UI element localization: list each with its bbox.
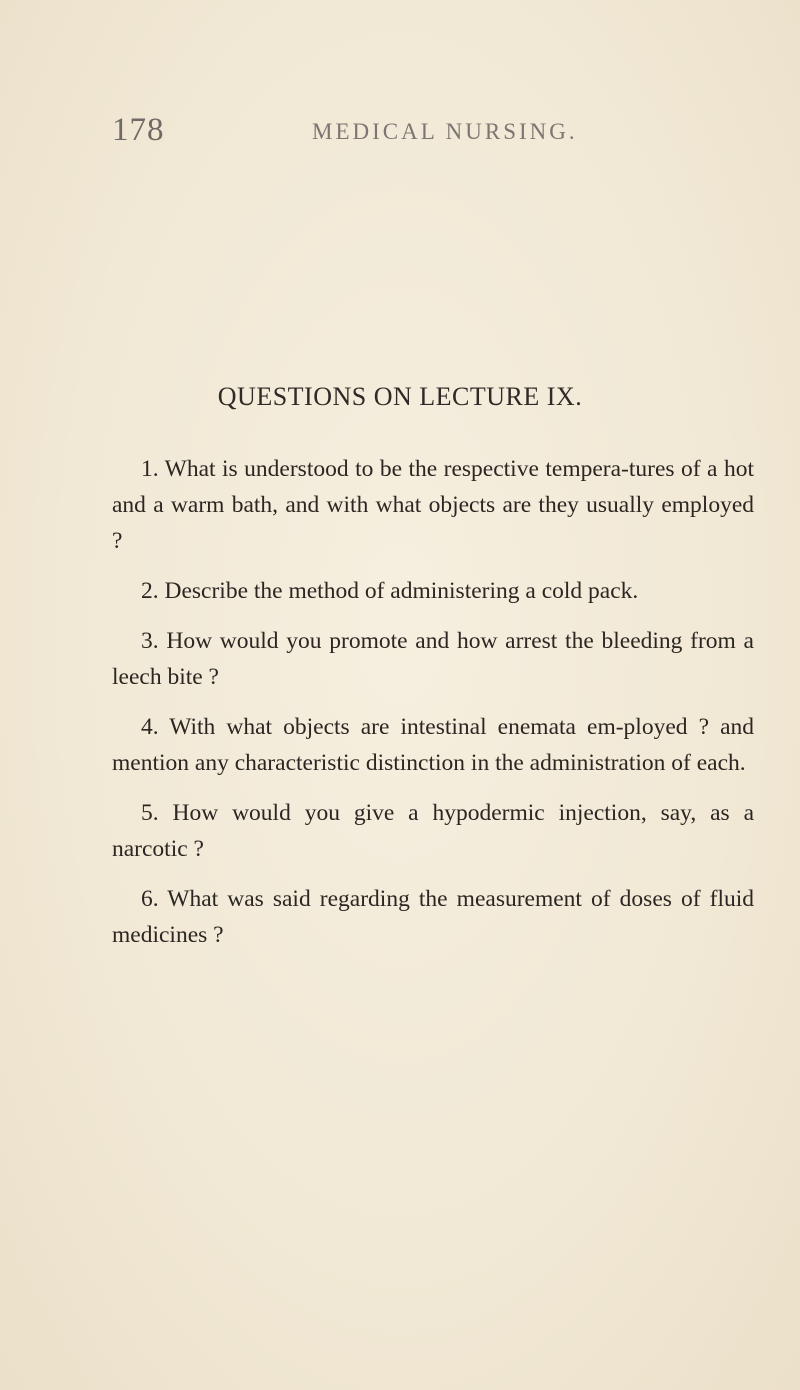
question-4: 4. With what objects are intestinal enemata em-ployed ? and mention any characteristic distinction in the administration of each. <box>112 714 754 776</box>
question-list <box>112 451 754 967</box>
question-6: 6. What was said regarding the measurement of doses of fluid medicines ? <box>112 886 754 948</box>
section-title: QUESTIONS ON LECTURE IX. <box>217 382 583 411</box>
running-title: MEDICAL NURSING. <box>312 119 578 144</box>
question-2: 2. Describe the method of administering a cold pack. <box>141 578 639 604</box>
question-5: 5. How would you give a hypodermic injection, say, as a narcotic ? <box>112 800 754 862</box>
page-header <box>112 112 688 152</box>
question-3: 3. How would you promote and how arrest the bleeding from a leech bite ? <box>112 628 754 690</box>
page-number: 178 <box>112 112 165 148</box>
question-1: 1. What is understood to be the respective tempera-tures of a hot and a warm bath, and with what objects are they usually employed ? <box>112 456 754 554</box>
